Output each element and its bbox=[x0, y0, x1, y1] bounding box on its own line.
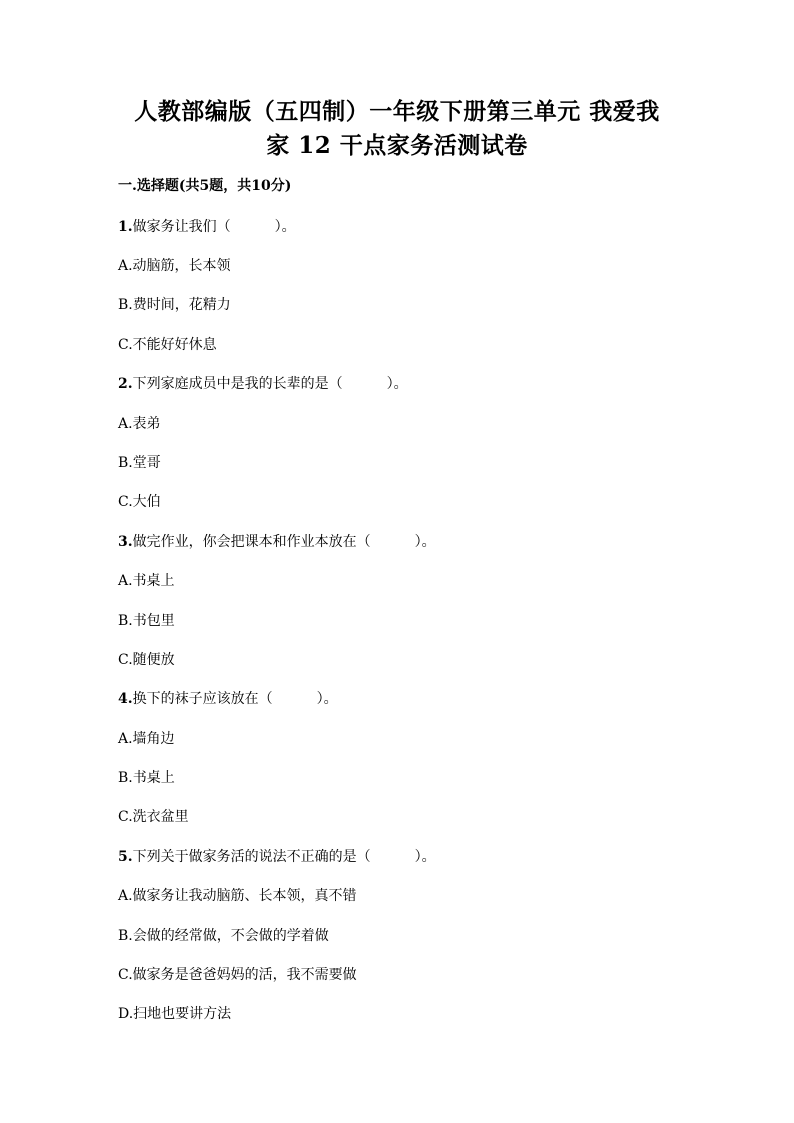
question-number: 5. bbox=[118, 849, 133, 865]
option-5b: B.会做的经常做，不会做的学着做 bbox=[118, 928, 329, 944]
option-5d: D.扫地也要讲方法 bbox=[118, 1006, 232, 1022]
option-4a: A.墙角边 bbox=[118, 731, 175, 747]
question-stem-before: 下列关于做家务活的说法不正确的是（ bbox=[132, 849, 371, 865]
option-1a: A.动脑筋，长本领 bbox=[118, 258, 231, 274]
question-number: 4. bbox=[118, 691, 133, 707]
option-4b: B.书桌上 bbox=[118, 770, 175, 786]
question-stem-after: ）。 bbox=[386, 376, 408, 392]
question-number: 2. bbox=[118, 376, 133, 392]
question-stem-after: ）。 bbox=[316, 691, 338, 707]
option-2a: A.表弟 bbox=[118, 416, 161, 432]
option-5c: C.做家务是爸爸妈妈的活，我不需要做 bbox=[118, 967, 357, 983]
option-1b: B.费时间，花精力 bbox=[118, 297, 231, 313]
question-stem-before: 换下的袜子应该放在（ bbox=[132, 691, 273, 707]
exam-title-line-2: 家 12 干点家务活测试卷 bbox=[266, 132, 528, 159]
question-4 bbox=[118, 689, 338, 709]
question-stem-after: ）。 bbox=[414, 534, 436, 550]
section-heading: 一.选择题(共5题，共10分) bbox=[118, 178, 292, 194]
question-number: 1. bbox=[118, 219, 133, 235]
option-1c: C.不能好好休息 bbox=[118, 337, 217, 353]
option-3b: B.书包里 bbox=[118, 613, 175, 629]
option-2b: B.堂哥 bbox=[118, 455, 161, 471]
question-3 bbox=[118, 532, 436, 552]
question-stem-before: 做完作业，你会把课本和作业本放在（ bbox=[132, 534, 371, 550]
question-stem-before: 做家务让我们（ bbox=[132, 219, 231, 235]
option-3a: A.书桌上 bbox=[118, 573, 175, 589]
question-1 bbox=[118, 217, 296, 237]
question-number: 3. bbox=[118, 534, 133, 550]
option-2c: C.大伯 bbox=[118, 494, 161, 510]
question-stem-before: 下列家庭成员中是我的长辈的是（ bbox=[132, 376, 343, 392]
question-2 bbox=[118, 374, 408, 394]
exam-title-line-1: 人教部编版（五四制）一年级下册第三单元 我爱我 bbox=[134, 98, 660, 125]
option-3c: C.随便放 bbox=[118, 652, 175, 668]
option-5a: A.做家务让我动脑筋、长本领，真不错 bbox=[118, 888, 357, 904]
option-4c: C.洗衣盆里 bbox=[118, 809, 189, 825]
question-stem-after: ）。 bbox=[414, 849, 436, 865]
question-stem-after: ）。 bbox=[274, 219, 296, 235]
question-5 bbox=[118, 847, 436, 867]
